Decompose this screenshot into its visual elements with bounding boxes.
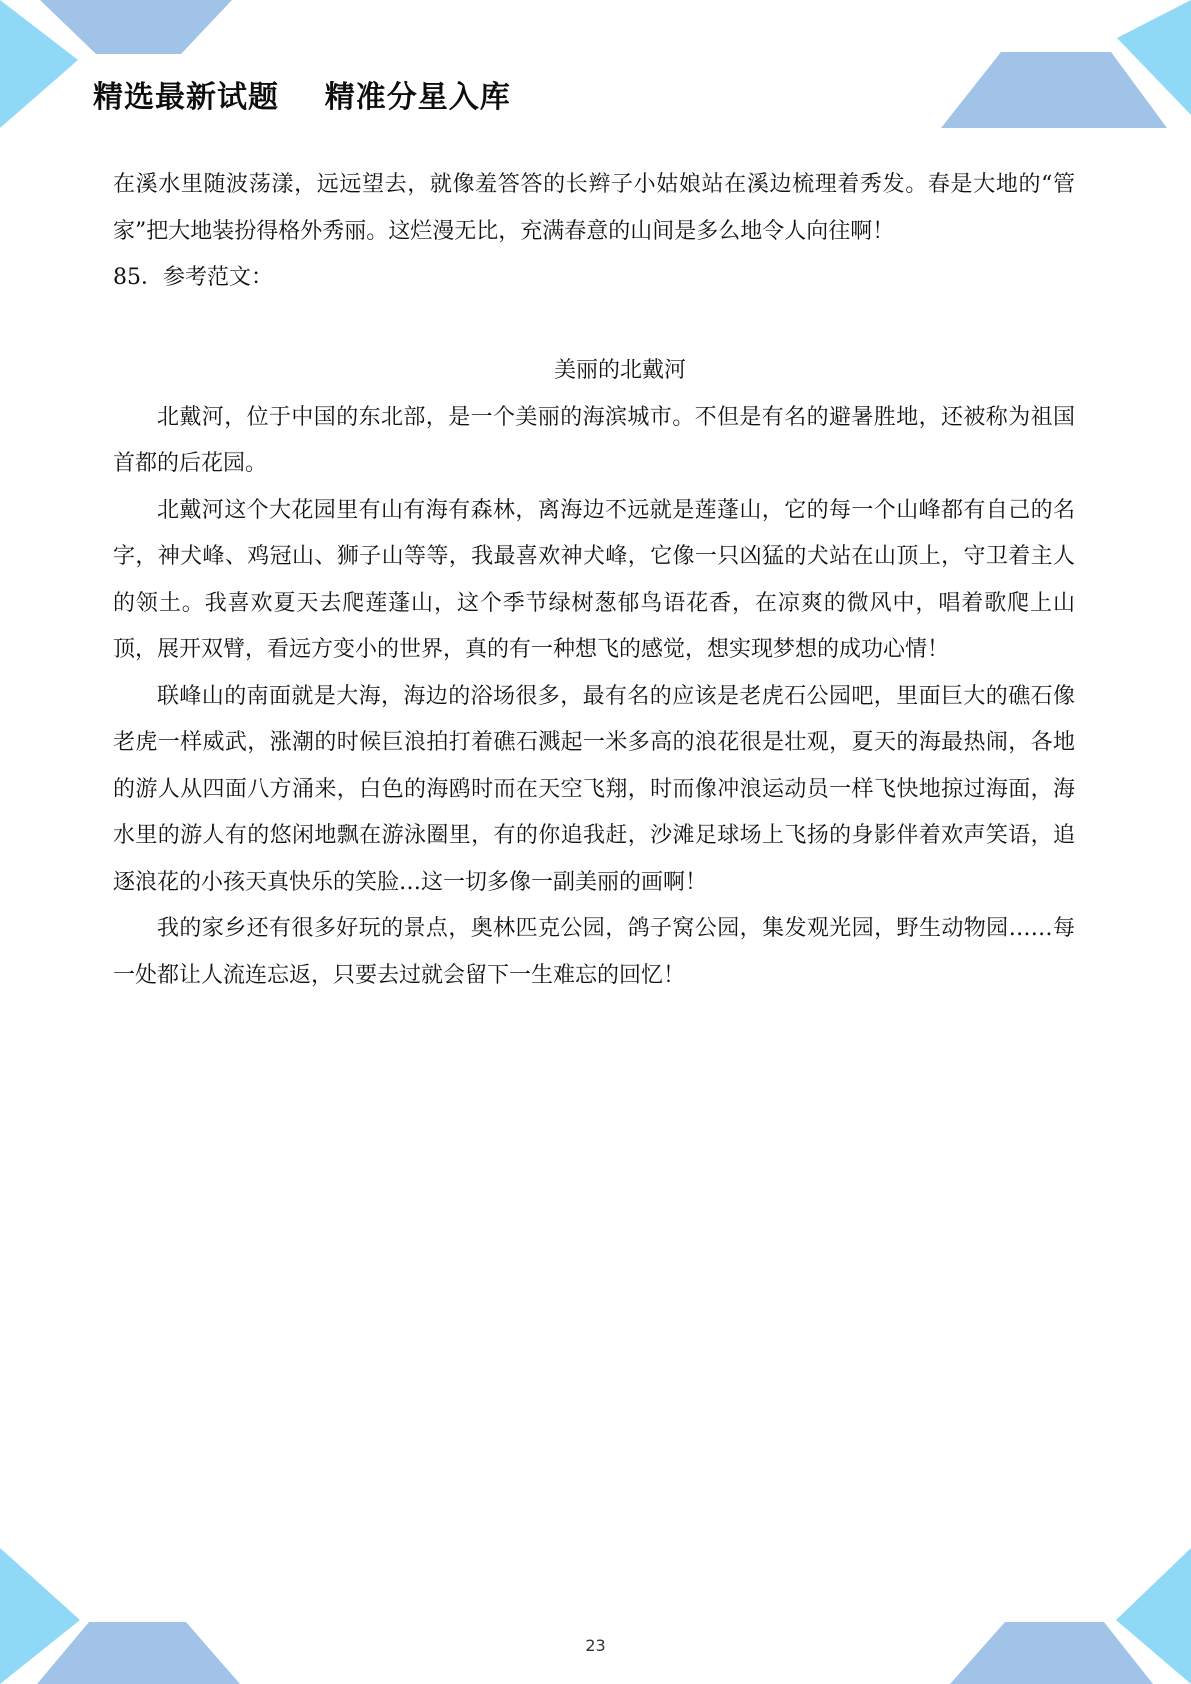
essay-paragraph-4: 我的家乡还有很多好玩的景点，奥林匹克公园，鸽子窝公园，集发观光园，野生动物园……每一处都让人流连忘返，只要去过就会留下一生难忘的回忆！ bbox=[113, 916, 1075, 988]
document-body bbox=[113, 162, 1075, 999]
bottom-left-cyan-triangle bbox=[0, 1548, 80, 1684]
top-left-cyan-triangle bbox=[0, 0, 78, 128]
top-right-cyan-triangle bbox=[1117, 0, 1191, 115]
essay-title: 美丽的北戴河 bbox=[553, 358, 686, 383]
header-title: 精选最新试题 精准分星入库 bbox=[93, 80, 511, 115]
bottom-right-cyan-triangle bbox=[1116, 1548, 1191, 1684]
item-label: 85．参考范文： bbox=[113, 265, 273, 290]
essay-paragraph-3: 联峰山的南面就是大海，海边的浴场很多，最有名的应该是老虎石公园吧，里面巨大的礁石像老虎一样威武，涨潮的时候巨浪拍打着礁石溅起一米多高的浪花很是壮观，夏天的海最热闹，各地的游人从四面八方涌来，白色的海鸥时而在天空飞翔，时而像冲浪运动员一样飞快地掠过海面，海水里的游人有的悠闲地飘在游泳圈里，有的你追我赶，沙滩足球场上飞扬的身影伴着欢声笑语，追逐浪花的小孩天真快乐的笑脸…这一切多像一副美丽的画啊！ bbox=[113, 683, 1075, 895]
top-right-blue-trapezoid bbox=[941, 52, 1167, 128]
page-number: 23 bbox=[585, 1636, 606, 1655]
top-left-blue-trapezoid bbox=[40, 0, 232, 54]
essay-paragraph-1: 北戴河，位于中国的东北部，是一个美丽的海滨城市。不但是有名的避暑胜地，还被称为祖国首都的后花园。 bbox=[113, 404, 1075, 476]
continuation-paragraph: 在溪水里随波荡漾，远远望去，就像羞答答的长辫子小姑娘站在溪边梳理着秀发。春是大地的“管家”把大地装扮得格外秀丽。这烂漫无比，充满春意的山间是多么地令人向往啊！ bbox=[113, 172, 1075, 244]
essay-paragraph-2: 北戴河这个大花园里有山有海有森林，离海边不远就是莲蓬山，它的每一个山峰都有自己的名字，神犬峰、鸡冠山、狮子山等等，我最喜欢神犬峰，它像一只凶猛的犬站在山顶上，守卫着主人的领土。我喜欢夏天去爬莲蓬山，这个季节绿树葱郁鸟语花香，在凉爽的微风中，唱着歌爬上山顶，展开双臂，看远方变小的世界，真的有一种想飞的感觉，想实现梦想的成功心情！ bbox=[113, 497, 1075, 662]
blank-line bbox=[113, 302, 1075, 349]
